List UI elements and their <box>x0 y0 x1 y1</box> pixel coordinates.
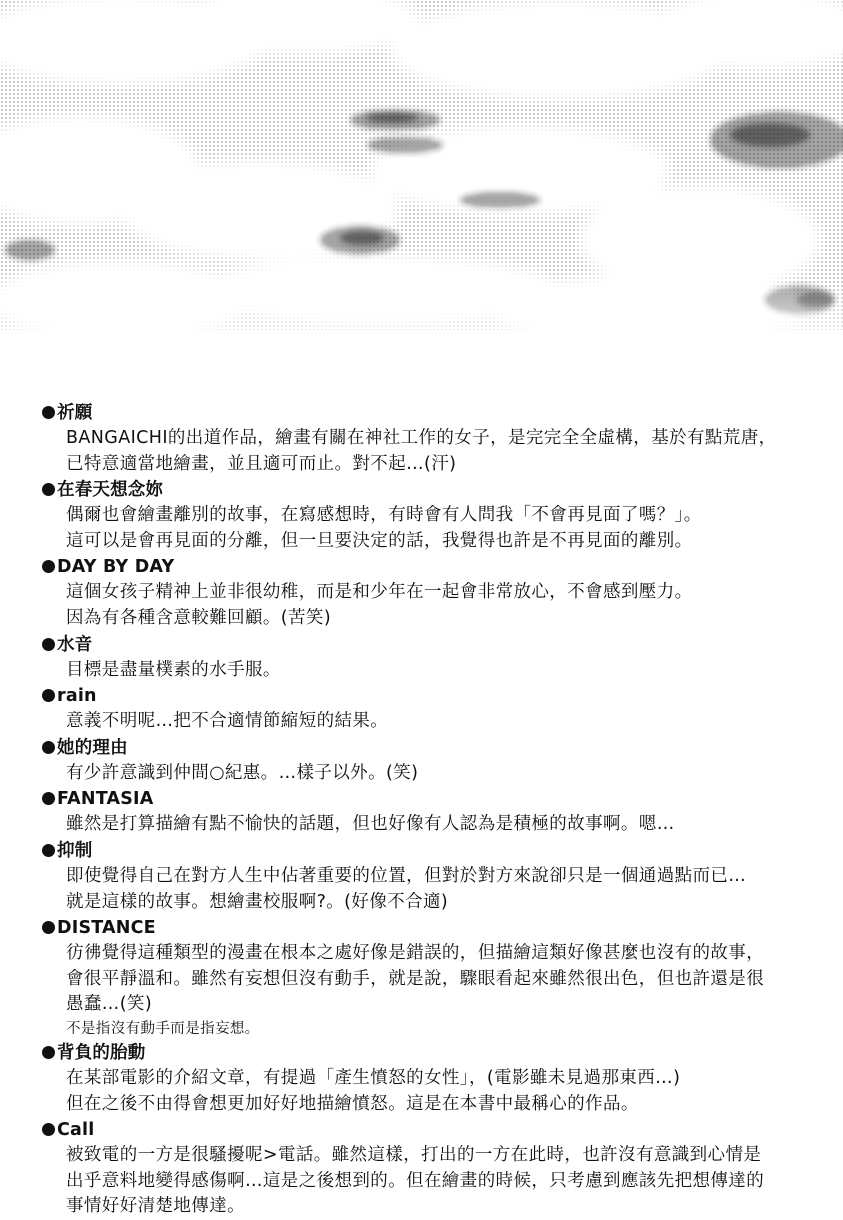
note-title <box>42 477 822 503</box>
note-small-remark: 不是指沒有動手而是指妄想。 <box>66 1020 260 1037</box>
note-title-text: FANTASIA <box>57 789 154 810</box>
note-line: 愚蠢…(笑) <box>66 994 153 1015</box>
note-entry <box>42 632 822 684</box>
note-line: 這個女孩子精神上並非很幼稚，而是和少年在一起會非常放心，不會感到壓力。 <box>66 582 693 603</box>
bullet-icon <box>42 1046 55 1059</box>
note-entry <box>42 838 822 915</box>
note-title-text: DAY BY DAY <box>57 557 175 578</box>
note-title-text: 背負的胎動 <box>57 1042 146 1063</box>
note-title-text: 祈願 <box>57 403 93 423</box>
cloud-icon <box>0 0 843 370</box>
bullet-icon <box>42 689 55 702</box>
note-title-text: 水音 <box>57 634 93 655</box>
note-line: 有少許意識到仲間○紀惠。…樣子以外。(笑) <box>66 762 419 783</box>
note-line: 在某部電影的介紹文章，有提過「產生憤怒的女性」，(電影雖未見過那東西…) <box>66 1067 681 1088</box>
note-entry <box>42 1040 822 1117</box>
note-line: 因為有各種含意較難回顧。(苦笑) <box>66 607 332 628</box>
note-entry <box>42 735 822 787</box>
bullet-icon <box>42 406 55 419</box>
bullet-icon <box>42 1123 55 1136</box>
note-entry <box>42 683 822 735</box>
bullet-icon <box>42 844 55 857</box>
note-line: 會很平靜溫和。雖然有妄想但沒有動手，就是說，驟眼看起來雖然很出色，但也許還是很 <box>66 968 765 989</box>
note-title <box>42 838 822 864</box>
bullet-icon <box>42 560 55 573</box>
bullet-icon <box>42 483 55 496</box>
note-title <box>42 915 822 941</box>
note-line: 即使覺得自己在對方人生中佔著重要的位置，但對於對方來說卻只是一個通過點而已… <box>66 865 747 886</box>
note-title <box>42 735 822 761</box>
note-entry <box>42 554 822 631</box>
note-title <box>42 554 822 580</box>
note-line: 就是這樣的故事。想繪畫校服啊?。(好像不合適) <box>66 891 449 912</box>
note-line: 意義不明呢…把不合適情節縮短的結果。 <box>66 711 389 732</box>
note-entry <box>42 477 822 554</box>
note-line: 事情好好清楚地傳達。 <box>66 1196 245 1217</box>
note-line: BANGAICHI的出道作品，繪畫有關在神社工作的女子，是完完全全虛構，基於有點荒唐， <box>66 428 777 448</box>
note-title-text: 她的理由 <box>57 737 128 758</box>
note-line: 這可以是會再見面的分離，但一旦要決定的話，我覺得也許是不再見面的離別。 <box>66 530 693 551</box>
bullet-icon <box>42 741 55 754</box>
note-line: 已特意適當地繪畫，並且適可而止。對不起…(汗) <box>66 453 457 474</box>
note-title-text: 在春天想念妳 <box>57 480 164 501</box>
note-title <box>42 1117 822 1143</box>
note-line: 被致電的一方是很騷擾呢>電話。雖然這樣，打出的一方在此時，也許沒有意識到心情是 <box>66 1145 762 1166</box>
note-title <box>42 683 822 709</box>
note-title-text: DISTANCE <box>57 918 156 939</box>
bullet-icon <box>42 638 55 651</box>
note-line: 出乎意料地變得感傷啊…這是之後想到的。但在繪畫的時候，只考慮到應該先把想傳達的 <box>66 1170 765 1191</box>
note-title <box>42 786 822 812</box>
note-entry <box>42 915 822 1040</box>
note-entry <box>42 400 822 477</box>
note-line: 目標是盡量樸素的水手服。 <box>66 659 281 680</box>
afterword-notes <box>42 400 822 1220</box>
note-title <box>42 1040 822 1066</box>
note-line: 彷彿覺得這種類型的漫畫在根本之處好像是錯誤的，但描繪這類好像甚麼也沒有的故事， <box>66 943 765 964</box>
note-title-text: Call <box>57 1120 95 1141</box>
cloudy-sky-illustration <box>0 0 843 370</box>
bullet-icon <box>42 792 55 805</box>
note-entry <box>42 1117 822 1220</box>
note-line: 雖然是打算描繪有點不愉快的話題，但也好像有人認為是積極的故事啊。嗯… <box>66 814 675 835</box>
note-title <box>42 400 822 426</box>
bullet-icon <box>42 921 55 934</box>
note-line: 但在之後不由得會想更加好好地描繪憤怒。這是在本書中最稱心的作品。 <box>66 1093 639 1114</box>
note-entry <box>42 786 822 838</box>
note-title-text: 抑制 <box>57 840 93 861</box>
note-line: 偶爾也會繪畫離別的故事，在寫感想時，有時會有人問我「不會再見面了嗎？」。 <box>66 505 702 526</box>
note-title <box>42 632 822 658</box>
note-title-text: rain <box>57 686 97 707</box>
